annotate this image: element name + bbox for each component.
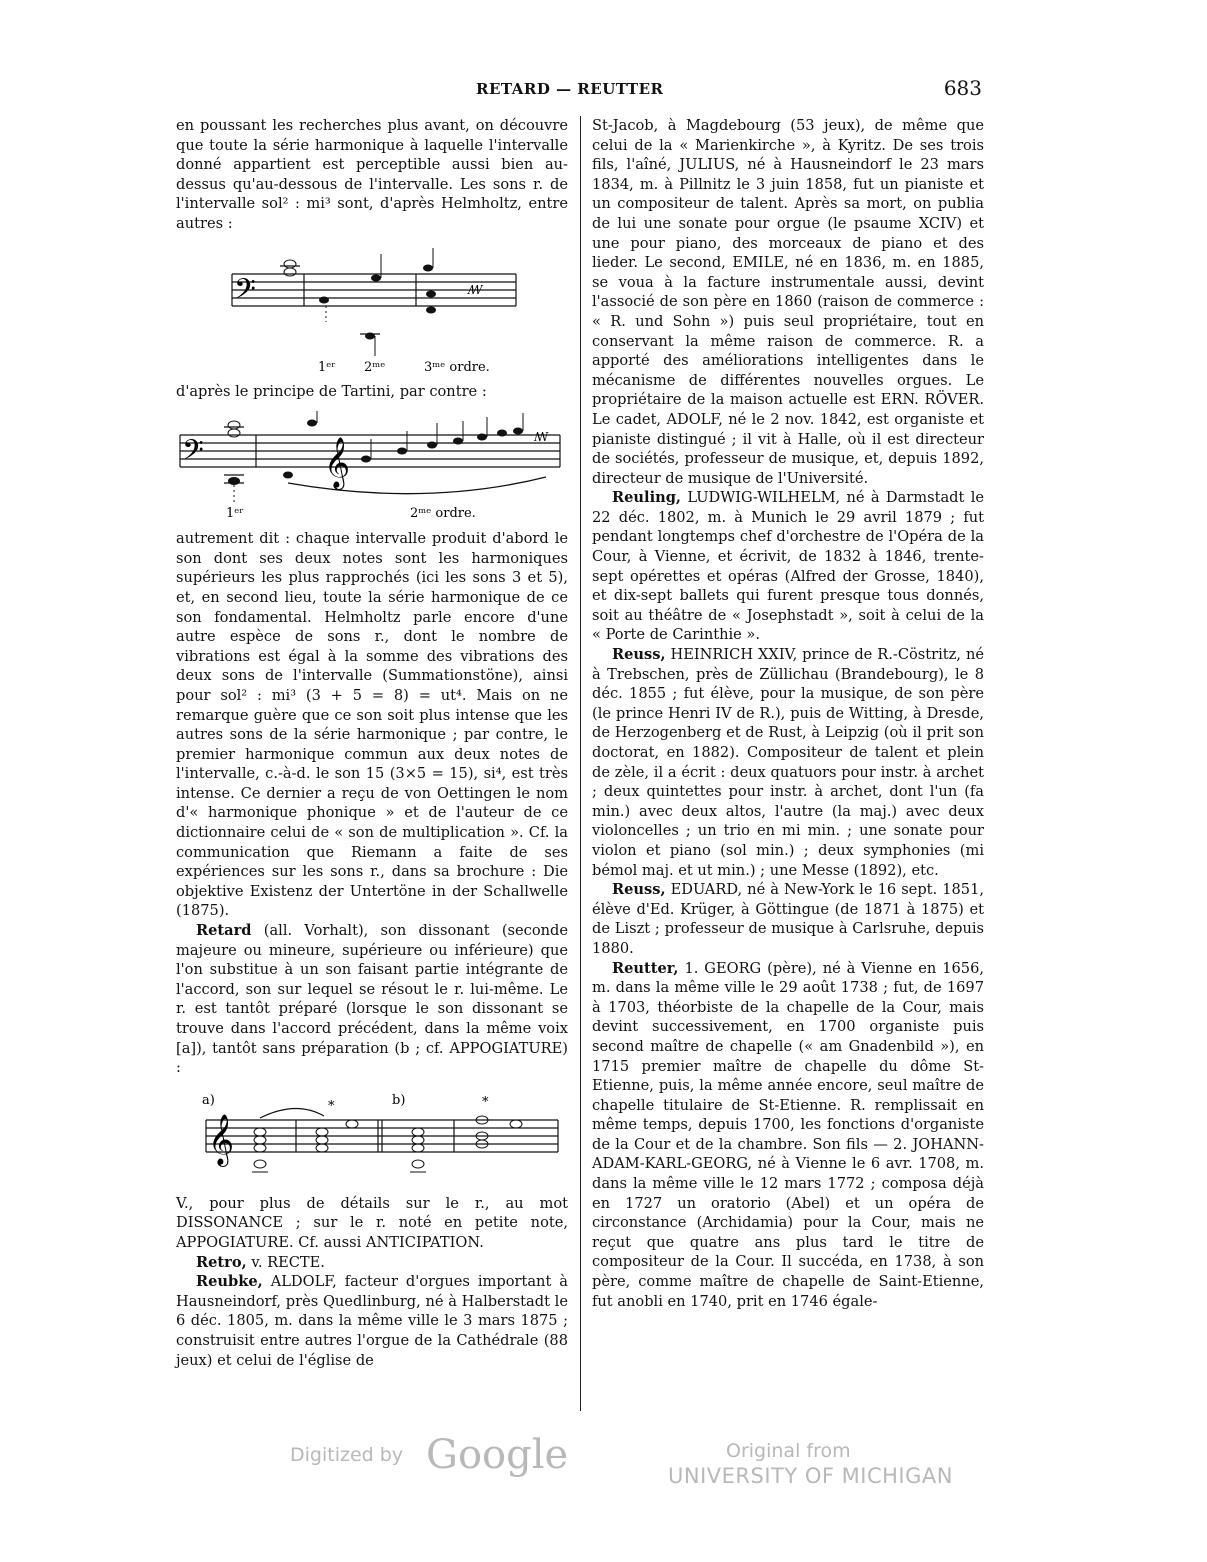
entry-reuss-eduard xyxy=(592,880,984,958)
paragraph-harmonics: en poussant les recherches plus avant, on découvre que toute la série harmonique à laquelle l'intervalle donné appartient est perceptible aussi bien au-dessus qu'au-dessous de l'intervalle. Les sons r. de l'intervalle sol² : mi³ sont, d'après Helmholtz, entre autres : xyxy=(176,117,568,232)
music-example-retard xyxy=(176,1088,568,1186)
label-order-1: 1ᵉʳ xyxy=(318,359,336,374)
right-column xyxy=(592,116,984,1311)
text-retro: v. RECTE. xyxy=(251,1253,325,1271)
left-column xyxy=(176,116,568,1370)
text-reuling: LUDWIG-WILHELM, né à Darmstadt le 22 déc. 1802, m. à Munich le 29 avril 1879 ; fut pendant longtemps chef d'orchestre de l'Opéra de la Cour, à Vienne, et écrivit, de 1832 à 1846, trente-sept opérettes et opéras (Alfred der Grosse, 1840), et dix-sept ballets qui furent presque tous donnés, soit au théâtre de « Josephstadt », soit à celui de la « Porte de Carinthie ». xyxy=(592,489,984,644)
university-text: UNIVERSITY OF MICHIGAN xyxy=(668,1464,953,1488)
label-a: a) xyxy=(202,1092,215,1108)
entry-reuss-heinrich xyxy=(592,645,984,880)
label-order-3: 3ᵐᵉ ordre. xyxy=(424,359,490,374)
text-reuss-eduard: EDUARD, né à New-York le 16 sept. 1851, élève d'Ed. Krüger, à Göttingue (de 1871 à 1875) et de Liszt ; professeur de musique à Carlsruhe, depuis 1880. xyxy=(592,881,984,957)
svg-text:𝄞: 𝄞 xyxy=(324,437,351,489)
entry-reubke xyxy=(176,1272,568,1370)
paragraph-reubke-continued: St-Jacob, à Magdebourg (53 jeux), de même que celui de la « Marienkirche », à Kyritz. De ses trois fils, l'aîné, JULIUS, né à Hausneindorf le 23 mars 1834, m. à Pillnitz le 3 juin 1858, fut un pianiste et un compositeur de talent. Après sa mort, on publia de lui une sonate pour orgue (le psaume XCIV) et une pour piano, des morceaux de piano et des lieder. Le second, EMILE, né en 1836, m. en 1885, se voua à la facture instrumentale aussi, devint l'associé de son père en 1860 (raison de commerce : « R. und Sohn ») puis seul propriétaire, tout en conservant la même raison de commerce. R. a apporté des améliorations intelligentes dans le mécanisme de différentes nouvelles orgues. Le propriétaire de la maison actuelle est ERN. RÖVER. Le cadet, ADOLF, né le 2 nov. 1842, est organiste et pianiste distingué ; il vit à Halle, où il est directeur de sociétés, professeur de musique, et, depuis 1892, directeur de musique de l'Université. xyxy=(592,117,984,487)
marker-suspension-b: * xyxy=(482,1094,489,1110)
entry-reuling xyxy=(592,488,984,645)
entry-retro xyxy=(176,1253,568,1273)
text-retard: (all. Vorhalt), son dissonant (seconde majeure ou mineure, supérieure ou inférieure) que l'on substitue à un son faisant partie intégrante de l'accord, son sur lequel se résout le r. lui-même. Le r. est tantôt préparé (lorsque le son dissonant se trouve dans l'accord précédent, dans la même voix [a]), tantôt sans préparation (b ; cf. APPOGIATURE) : xyxy=(176,922,568,1077)
column-divider xyxy=(580,116,581,1411)
text-reubke: ALDOLF, facteur d'orgues important à Hausneindorf, près Quedlinburg, né à Halberstadt le 6 déc. 1805, m. dans la même ville le 3 mars 1875 ; construisit entre autres l'orgue de la Cathédrale (88 jeux) et celui de l'église de xyxy=(176,1273,568,1369)
original-from-text: Original from xyxy=(726,1440,851,1462)
paragraph-tartini: d'après le principe de Tartini, par contre : xyxy=(176,382,487,400)
label-order-2: 2ᵐᵉ xyxy=(364,359,386,374)
google-logo: Google xyxy=(426,1432,569,1478)
digitized-by-text: Digitized by xyxy=(290,1444,404,1466)
headword-reuling: Reuling, xyxy=(612,489,682,507)
svg-text:𝄞: 𝄞 xyxy=(208,1113,235,1165)
paragraph-explanation: autrement dit : chaque intervalle produit d'abord le son dont ses deux notes sont les harmoniques supérieurs les plus rapprochés (ici les sons 3 et 5), et, en second lieu, toute la série harmonique de ce son fondamental. Helmholtz parle encore d'une autre espèce de sons r., dont le nombre de vibrations est égal à la somme des vibrations des deux sons de l'intervalle (Summationstöne), ainsi pour sol² : mi³ (3 + 5 = 8) = ut⁴. Mais on ne remarque guère que ce son soit plus intense que les autres sons de la série harmonique ; par contre, le premier harmonique commun aux deux notes de l'intervalle, c.-à-d. le son 15 (3×5 = 15), si⁴, est très intense. Ce dernier a reçu de von Oettingen le nom d'« harmonique phonique » et de l'auteur de ce dictionnaire celui de « son de multiplication ». Cf. la communication que Riemann a faite de ses expériences sur les sons r., dans sa brochure : Die objektive Existenz der Untertöne in der Schallwelle (1875). xyxy=(176,530,568,920)
page-header xyxy=(176,78,982,106)
page-number: 683 xyxy=(943,76,982,100)
svg-text:ꟿ: ꟿ xyxy=(534,430,549,445)
staff-helmholtz xyxy=(176,244,568,374)
staff-tartini xyxy=(176,411,568,521)
paragraph-see-also: V., pour plus de détails sur le r., au mot DISSONANCE ; sur le r. noté en petite note, APPOGIATURE. Cf. aussi ANTICIPATION. xyxy=(176,1194,568,1251)
label-order-2: 2ᵐᵉ ordre. xyxy=(410,506,476,522)
headword-reutter: Reutter, xyxy=(612,959,679,977)
staff-retard xyxy=(176,1088,568,1186)
headword-reuss-eduard: Reuss, xyxy=(612,881,666,899)
digitization-footer xyxy=(0,1432,1207,1506)
music-example-tartini xyxy=(176,411,568,521)
headword-reuss-heinrich: Reuss, xyxy=(612,646,666,664)
entry-reutter xyxy=(592,959,984,1312)
headword-retard: Retard xyxy=(196,922,252,940)
svg-text:𝄢: 𝄢 xyxy=(234,272,256,313)
svg-text:ꟿ: ꟿ xyxy=(468,282,483,297)
headword-retro: Retro, xyxy=(196,1253,247,1271)
text-reuss-heinrich: HEINRICH XXIV, prince de R.-Cöstritz, né à Trebschen, près de Züllichau (Brandebourg), le 8 déc. 1855 ; fut élève, pour la musique, de son père (le prince Henri IV de R.), puis de Witting, à Dresde, de Herzogenberg et de Rust, à Leipzig (où il prit son doctorat, en 1882). Compositeur de talent et plein de zèle, il a écrit : deux quatuors pour instr. à archet ; deux quintettes pour instr. à archet, dont l'un (fa min.) avec deux altos, l'autre (la maj.) avec deux violoncelles ; un trio en mi min. ; une sonate pour violon et piano (sol min.) ; deux symphonies (mi bémol maj. et ut min.) ; une Messe (1892), etc. xyxy=(592,646,984,879)
music-example-helmholtz xyxy=(176,244,568,374)
label-b: b) xyxy=(392,1092,406,1108)
svg-text:𝄢: 𝄢 xyxy=(182,434,204,475)
entry-retard xyxy=(176,921,568,1078)
marker-suspension-a: * xyxy=(328,1098,335,1114)
label-order-1: 1ᵉʳ xyxy=(226,506,244,522)
running-head: RETARD — REUTTER xyxy=(476,80,664,98)
text-reutter: 1. GEORG (père), né à Vienne en 1656, m. dans la même ville le 29 août 1738 ; fut, de 1697 à 1703, théorbiste de la chapelle de la Cour, mais devint successivement, en 1700 organiste puis second maître de chapelle (« am Gnadenbild »), en 1715 premier maître de chapelle du dôme St-Etienne, puis, la même année encore, seul maître de chapelle titulaire de St-Etienne. R. remplissait en même temps, depuis 1700, les fonctions d'organiste de la Cour et de la chambre. Son fils — 2. JOHANN-ADAM-KARL-GEORG, né à Vienne le 6 avr. 1708, m. dans la même ville le 12 mars 1772 ; composa déjà en 1727 un oratorio (Abel) et un opéra de circonstance (Archidamia) pour la Cour, mais ne reçut que quatre ans plus tard le titre de compositeur de la Cour. Il succéda, en 1738, à son père, comme maître de chapelle de Saint-Etienne, fut anobli en 1740, prit en 1746 égale- xyxy=(592,959,984,1310)
headword-reubke: Reubke, xyxy=(196,1273,263,1291)
